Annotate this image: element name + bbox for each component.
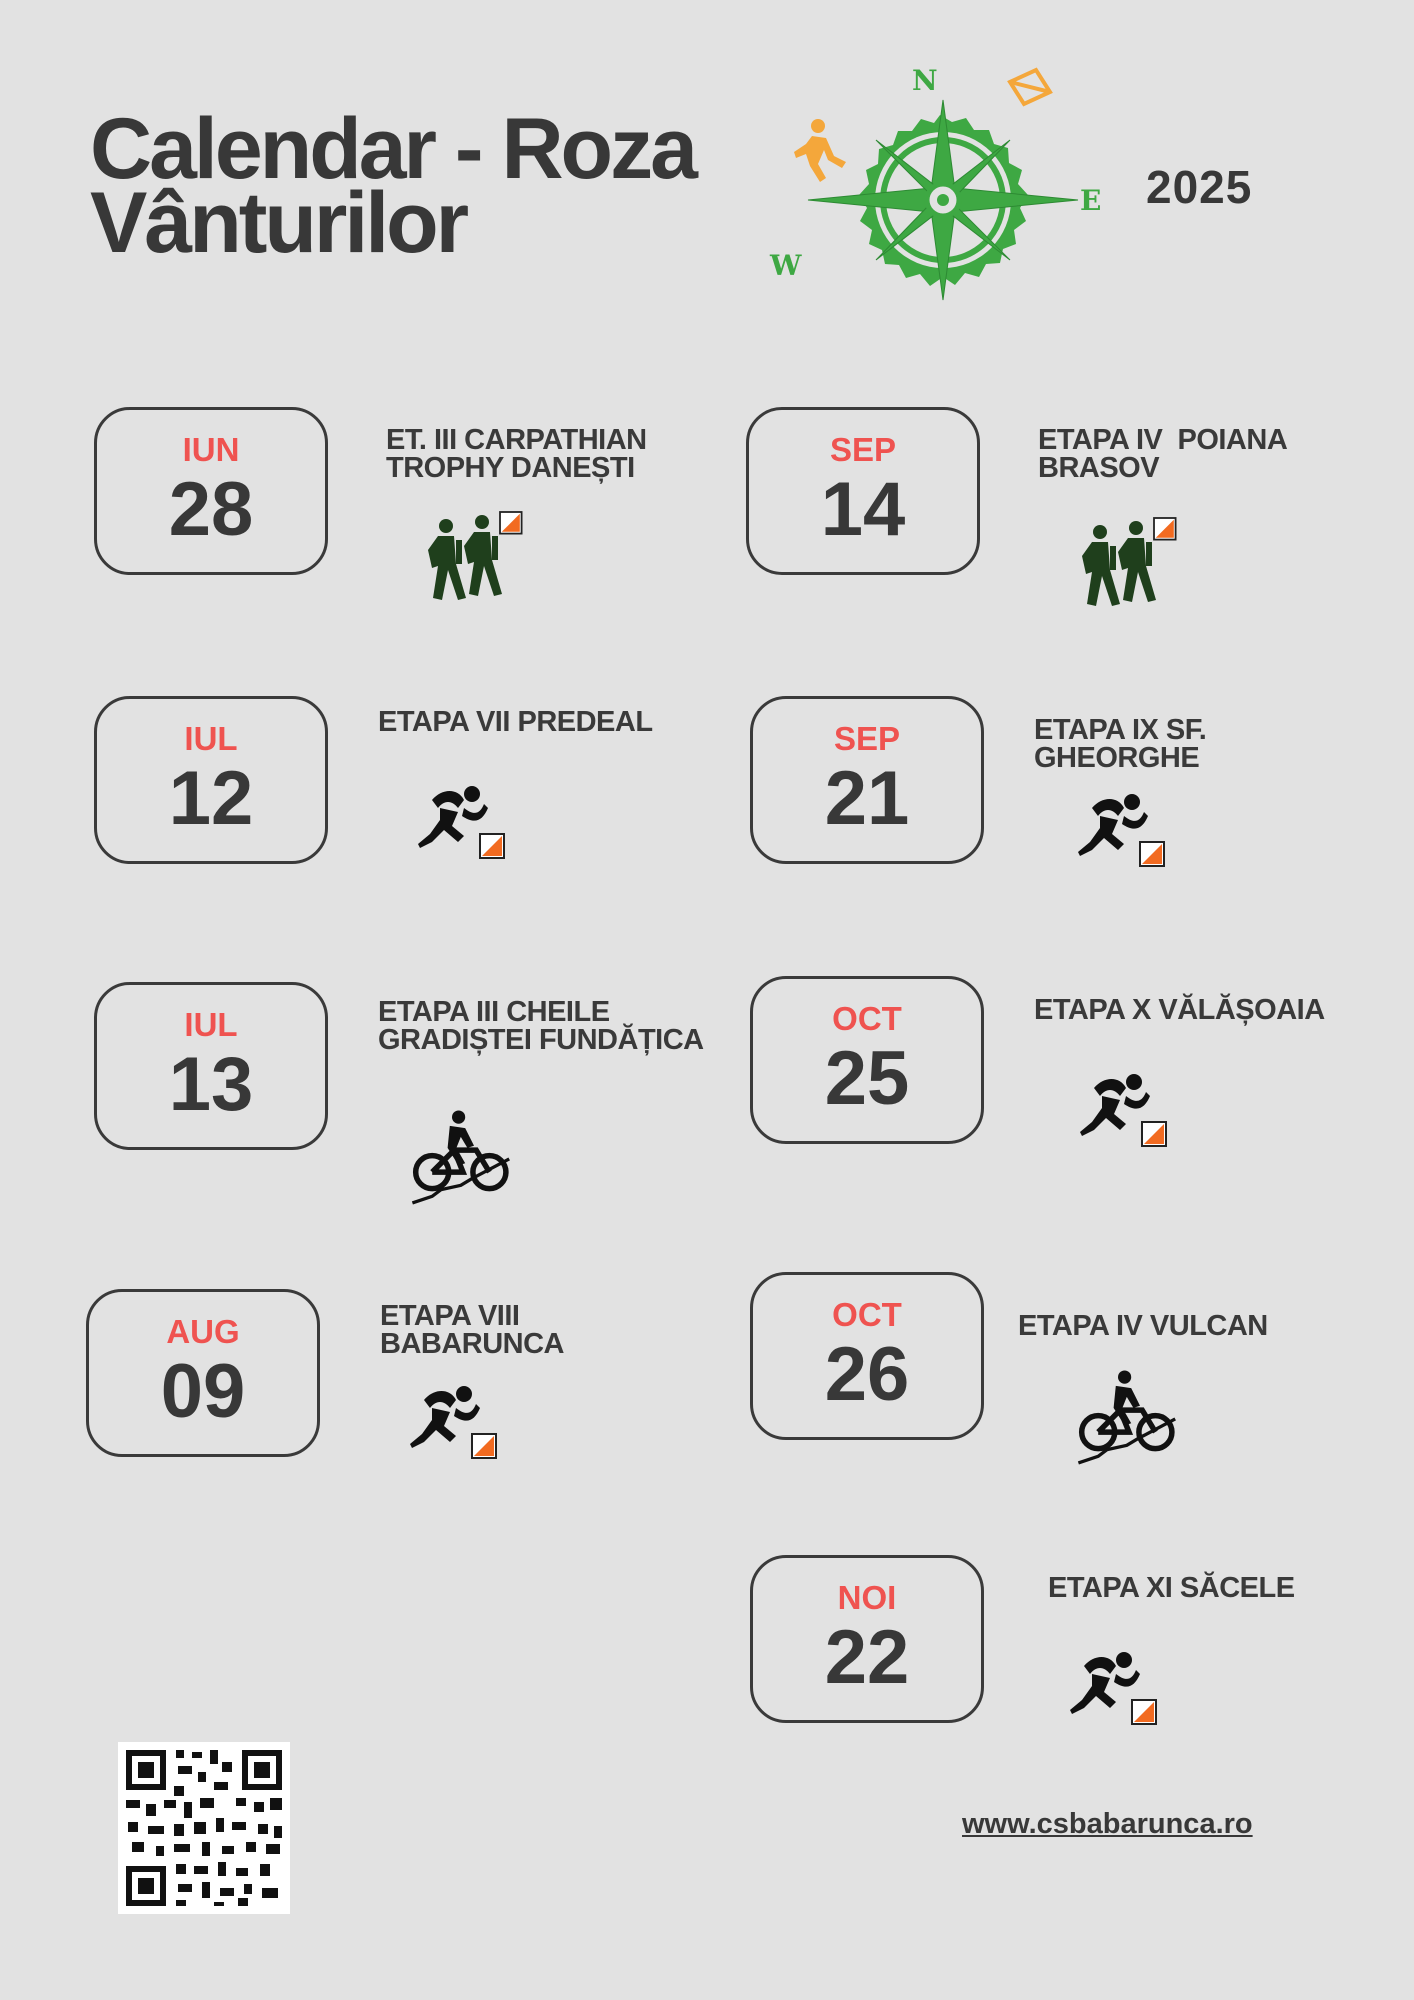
event-month: SEP bbox=[833, 720, 901, 757]
date-card bbox=[750, 976, 984, 1144]
date-card bbox=[750, 1272, 984, 1440]
mountain-bike-icon bbox=[1074, 1370, 1184, 1470]
event-title-line: BABARUNCA bbox=[380, 1328, 564, 1360]
event-day: 21 bbox=[824, 756, 910, 841]
event-title bbox=[378, 708, 738, 736]
event-day: 09 bbox=[160, 1349, 246, 1434]
event-month: OCT bbox=[832, 1296, 902, 1333]
event-day: 13 bbox=[168, 1042, 254, 1127]
year-label: 2025 bbox=[1146, 161, 1253, 213]
event-title bbox=[1038, 426, 1398, 482]
date-card bbox=[94, 407, 328, 575]
event-title-line: ETAPA XI SĂCELE bbox=[1048, 1572, 1295, 1604]
event-day: 22 bbox=[824, 1615, 910, 1700]
date-card bbox=[750, 1555, 984, 1723]
event-month: AUG bbox=[166, 1313, 240, 1350]
event-title bbox=[1034, 996, 1374, 1024]
event-month: SEP bbox=[829, 431, 897, 468]
event-title-line: BRASOV bbox=[1038, 452, 1160, 484]
running-orienteering-icon bbox=[410, 1386, 504, 1462]
event-title-line: ETAPA IV VULCAN bbox=[1018, 1310, 1268, 1342]
event-title bbox=[1018, 1312, 1378, 1340]
mountain-bike-icon bbox=[408, 1110, 518, 1210]
running-orienteering-icon bbox=[1070, 1652, 1164, 1728]
compass-north-letter: N bbox=[912, 64, 938, 97]
title-line-1: Calendar - Roza bbox=[90, 101, 695, 197]
event-title bbox=[386, 426, 746, 482]
event-day: 12 bbox=[168, 756, 254, 841]
event-title-line: ETAPA VII PREDEAL bbox=[378, 706, 653, 738]
qr-code-icon[interactable] bbox=[118, 1742, 290, 1914]
event-day: 28 bbox=[168, 467, 254, 552]
running-orienteering-icon bbox=[1078, 794, 1172, 870]
website-link[interactable]: www.csbabarunca.ro bbox=[962, 1808, 1253, 1840]
date-card bbox=[94, 696, 328, 864]
event-title-line: ETAPA VIII bbox=[380, 1300, 520, 1332]
date-card bbox=[746, 407, 980, 575]
event-title-line: ETAPA III CHEILE bbox=[378, 996, 610, 1028]
control-flag-icon bbox=[1010, 70, 1050, 104]
event-title-line: ETAPA IX SF. bbox=[1034, 714, 1207, 746]
date-card bbox=[86, 1289, 320, 1457]
event-month: NOI bbox=[837, 1579, 897, 1616]
event-month: IUL bbox=[184, 720, 238, 757]
date-card bbox=[94, 982, 328, 1150]
event-title-line: GHEORGHE bbox=[1034, 742, 1200, 774]
compass-east-letter: E bbox=[1080, 184, 1102, 217]
event-title-line: ETAPA X VĂLĂȘOAIA bbox=[1034, 994, 1325, 1026]
compass-west-letter: W bbox=[770, 249, 802, 282]
hiking-orienteering-icon bbox=[420, 508, 530, 608]
event-title bbox=[380, 1302, 740, 1358]
event-day: 14 bbox=[820, 467, 906, 552]
event-title-line: TROPHY DANEȘTI bbox=[386, 452, 635, 484]
running-orienteering-icon bbox=[1080, 1074, 1174, 1150]
event-title-line: ET. III CARPATHIAN bbox=[386, 424, 647, 456]
compass-logo-icon bbox=[760, 60, 1120, 320]
title-line-2: Vânturilor bbox=[90, 175, 467, 271]
running-orienteering-icon bbox=[418, 786, 512, 862]
orange-runner-icon bbox=[794, 119, 846, 182]
hiking-orienteering-icon bbox=[1074, 514, 1184, 614]
event-month: OCT bbox=[832, 1000, 902, 1037]
date-card bbox=[750, 696, 984, 864]
event-title bbox=[1034, 716, 1394, 772]
event-month: IUL bbox=[184, 1006, 238, 1043]
event-day: 26 bbox=[824, 1332, 910, 1417]
page-title bbox=[90, 101, 695, 271]
event-month: IUN bbox=[182, 431, 240, 468]
event-title bbox=[1048, 1574, 1408, 1602]
event-title bbox=[378, 998, 778, 1054]
event-title-line: GRADIȘTEI FUNDĂȚICA bbox=[378, 1024, 704, 1056]
event-day: 25 bbox=[824, 1036, 910, 1121]
event-title-line: ETAPA IV POIANA bbox=[1038, 424, 1288, 456]
